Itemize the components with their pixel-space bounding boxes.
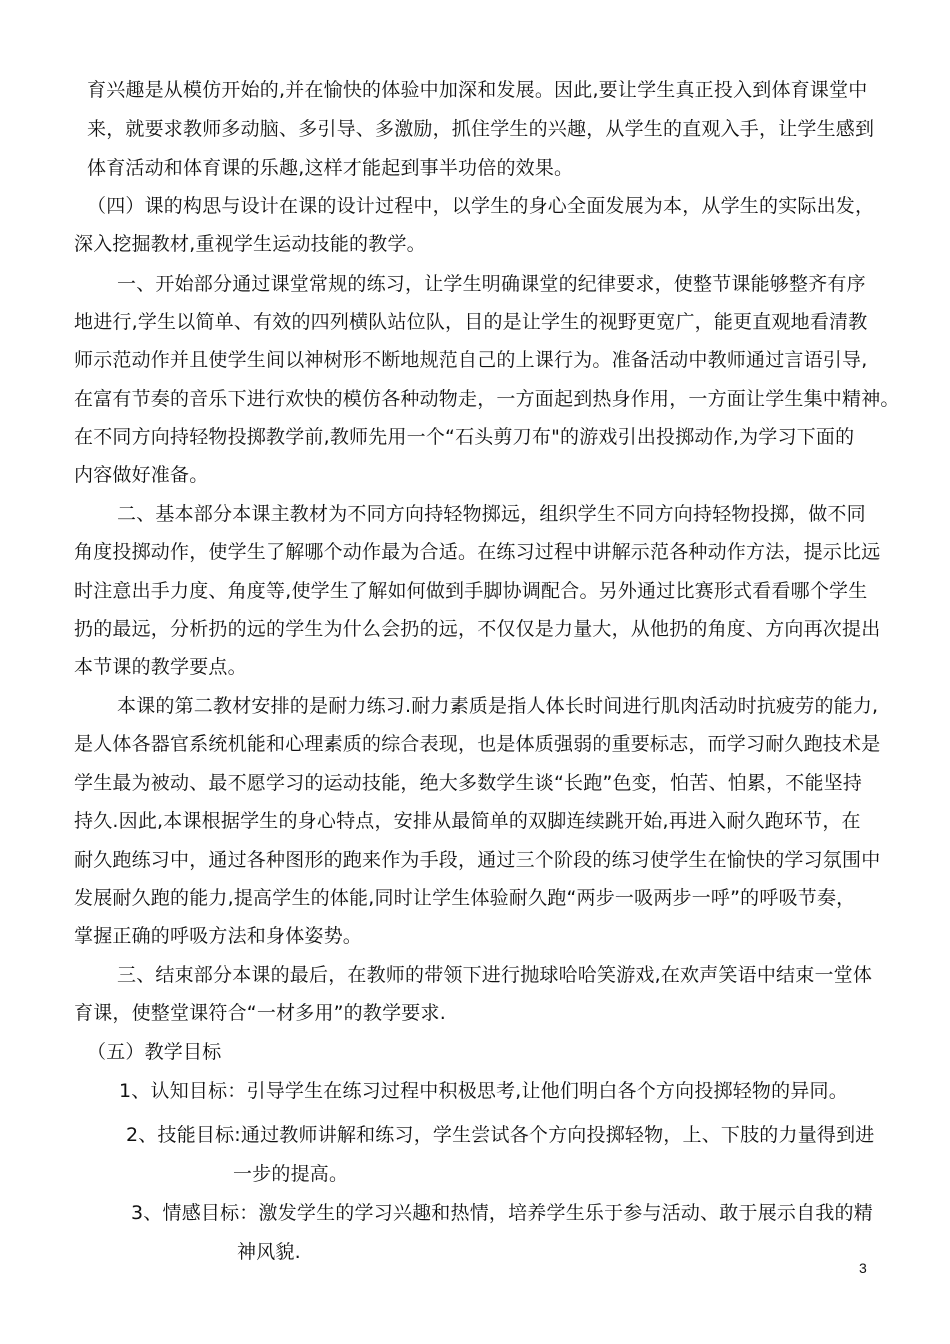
text-line: （四）课的构思与设计在课的设计过程中，以学生的身心全面发展为本，从学生的实际出发， bbox=[87, 195, 875, 217]
text-line: 在富有节奏的音乐下进行欢快的模仿各种动物走，一方面起到热身作用，一方面让学生集中精神。 bbox=[74, 388, 900, 410]
text-line: 是人体各器官系统机能和心理素质的综合表现，也是体质强弱的重要标志，而学习耐久跑技术是 bbox=[74, 733, 881, 755]
text-line: 体育活动和体育课的乐趣,这样才能起到事半功倍的效果。 bbox=[87, 157, 574, 179]
text-line: 育兴趣是从模仿开始的,并在愉快的体验中加深和发展。因此,要让学生真正投入到体育课堂中 bbox=[87, 79, 868, 101]
goal-item: 3、情感目标：激发学生的学习兴趣和热情，培养学生乐于参与活动、敢于展示自我的精 bbox=[131, 1202, 873, 1224]
text-line: 时注意出手力度、角度等,使学生了解如何做到手脚协调配合。另外通过比赛形式看看哪个学生 bbox=[74, 580, 868, 602]
text-line: 本节课的教学要点。 bbox=[74, 656, 247, 678]
text-line: 学生最为被动、最不愿学习的运动技能，绝大多数学生谈“长跑”色变，怕苦、怕累，不能坚持 bbox=[74, 772, 863, 794]
text-line: 扔的最远，分析扔的远的学生为什么会扔的远，不仅仅是力量大，从他扔的角度、方向再次提出 bbox=[74, 618, 881, 640]
goal-item: 1、认知目标：引导学生在练习过程中积极思考,让他们明白各个方向投掷轻物的异同。 bbox=[119, 1080, 848, 1102]
text-line: 二、基本部分本课主教材为不同方向持轻物掷远，组织学生不同方向持轻物投掷，做不同 bbox=[117, 503, 866, 525]
text-line: 掌握正确的呼吸方法和身体姿势。 bbox=[74, 925, 363, 947]
goal-item: 2、技能目标:通过教师讲解和练习，学生尝试各个方向投掷轻物，上、下肢的力量得到进 bbox=[126, 1124, 875, 1146]
text-line: 角度投掷动作，使学生了解哪个动作最为合适。在练习过程中讲解示范各种动作方法，提示比远 bbox=[74, 541, 881, 563]
text-line: 地进行,学生以简单、有效的四列横队站位队，目的是让学生的视野更宽广，能更直观地看清教 bbox=[74, 311, 868, 333]
text-line: 内容做好准备。 bbox=[74, 464, 209, 486]
text-line: 耐久跑练习中，通过各种图形的跑来作为手段，通过三个阶段的练习使学生在愉快的学习氛围中 bbox=[74, 849, 881, 871]
text-line: 本课的第二教材安排的是耐力练习.耐力素质是指人体长时间进行肌肉活动时抗疲劳的能力, bbox=[117, 695, 879, 717]
text-line: 一、开始部分通过课堂常规的练习，让学生明确课堂的纪律要求，使整节课能够整齐有序 bbox=[117, 273, 866, 295]
text-line: 深入挖掘教材,重视学生运动技能的教学。 bbox=[74, 233, 426, 255]
page-number: 3 bbox=[859, 1260, 867, 1276]
text-line: 育课，使整堂课符合“一材多用”的教学要求. bbox=[74, 1002, 446, 1024]
section-heading: （五）教学目标 bbox=[87, 1041, 222, 1063]
text-line: 发展耐久跑的能力,提高学生的体能,同时让学生体验耐久跑“两步一吸两步一呼”的呼吸节奏， bbox=[74, 887, 856, 909]
text-line: 在不同方向持轻物投掷教学前,教师先用一个“石头剪刀布"的游戏引出投掷动作,为学习下面的 bbox=[74, 426, 855, 448]
text-line: 师示范动作并且使学生间以神树形不断地规范自己的上课行为。准备活动中教师通过言语引导, bbox=[74, 349, 868, 371]
text-line: 一步的提高。 bbox=[233, 1163, 349, 1185]
text-line: 来，就要求教师多动脑、多引导、多激励，抓住学生的兴趣，从学生的直观入手，让学生感到 bbox=[87, 118, 875, 140]
text-line: 持久.因此,本课根据学生的身心特点，安排从最简单的双脚连续跳开始,再进入耐久跑环节，在 bbox=[74, 810, 861, 832]
text-line: 神风貌. bbox=[237, 1241, 301, 1263]
text-line: 三、结束部分本课的最后，在教师的带领下进行抛球哈哈笑游戏,在欢声笑语中结束一堂体 bbox=[117, 964, 873, 986]
